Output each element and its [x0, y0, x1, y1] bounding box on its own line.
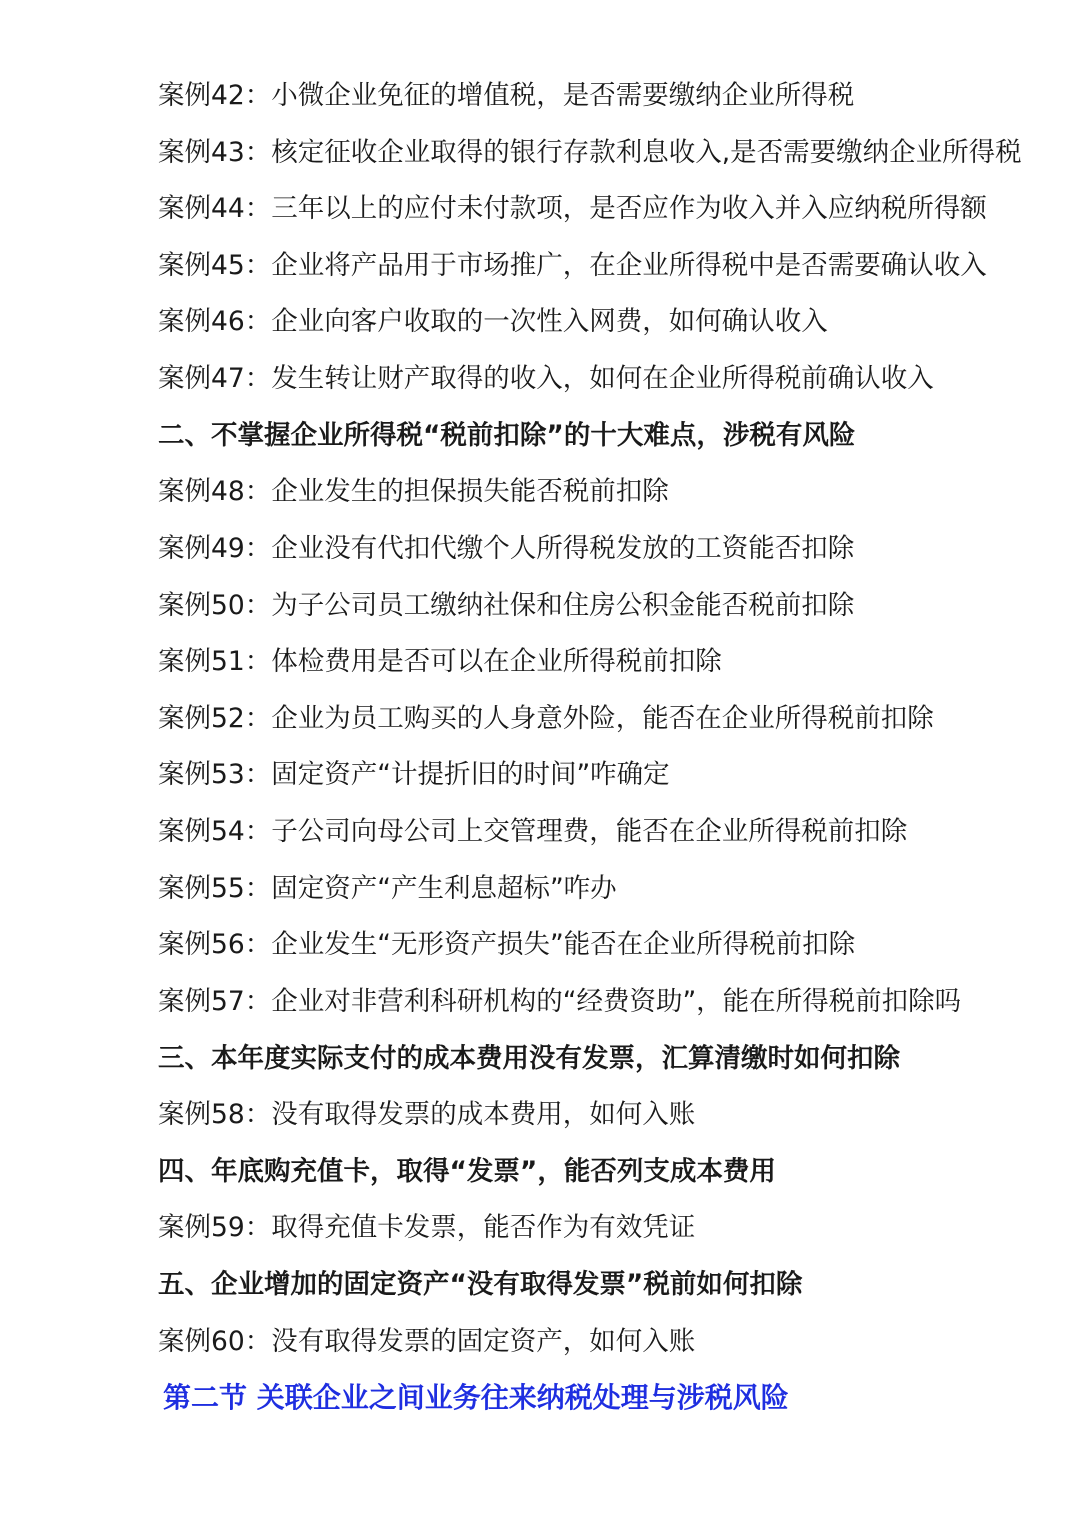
subsection-heading-2: 二、不掌握企业所得税“税前扣除”的十大难点，涉税有风险 [158, 420, 856, 451]
case-item-46: 案例46：企业向客户收取的一次性入网费，如何确认收入 [158, 306, 828, 337]
subsection-heading-3: 三、本年度实际支付的成本费用没有发票，汇算清缴时如何扣除 [158, 1043, 900, 1074]
case-item-43: 案例43：核定征收企业取得的银行存款利息收入,是否需要缴纳企业所得税 [158, 137, 1022, 168]
case-item-42: 案例42：小微企业免征的增值税，是否需要缴纳企业所得税 [158, 80, 855, 111]
case-item-49: 案例49：企业没有代扣代缴个人所得税发放的工资能否扣除 [158, 533, 855, 564]
case-item-44: 案例44：三年以上的应付未付款项，是否应作为收入并入应纳税所得额 [158, 193, 987, 224]
case-item-54: 案例54：子公司向母公司上交管理费，能否在企业所得税前扣除 [158, 816, 908, 847]
case-item-58: 案例58：没有取得发票的成本费用，如何入账 [158, 1099, 696, 1130]
case-item-51: 案例51：体检费用是否可以在企业所得税前扣除 [158, 646, 722, 677]
subsection-heading-5: 五、企业增加的固定资产“没有取得发票”税前如何扣除 [158, 1269, 803, 1300]
subsection-heading-4: 四、年底购充值卡，取得“发票”，能否列支成本费用 [158, 1156, 776, 1187]
case-item-52: 案例52：企业为员工购买的人身意外险，能否在企业所得税前扣除 [158, 703, 934, 734]
case-item-59: 案例59：取得充值卡发票，能否作为有效凭证 [158, 1212, 696, 1243]
case-item-45: 案例45：企业将产品用于市场推广，在企业所得税中是否需要确认收入 [158, 250, 987, 281]
section-title: 第二节 关联企业之间业务往来纳税处理与涉税风险 [163, 1381, 789, 1414]
case-item-60: 案例60：没有取得发票的固定资产，如何入账 [158, 1326, 696, 1357]
case-item-56: 案例56：企业发生“无形资产损失”能否在企业所得税前扣除 [158, 929, 856, 960]
case-item-55: 案例55：固定资产“产生利息超标”咋办 [158, 873, 617, 904]
case-item-48: 案例48：企业发生的担保损失能否税前扣除 [158, 476, 669, 507]
case-item-50: 案例50：为子公司员工缴纳社保和住房公积金能否税前扣除 [158, 590, 855, 621]
case-item-53: 案例53：固定资产“计提折旧的时间”咋确定 [158, 759, 670, 790]
case-item-47: 案例47：发生转让财产取得的收入，如何在企业所得税前确认收入 [158, 363, 934, 394]
case-item-57: 案例57：企业对非营利科研机构的“经费资助”，能在所得税前扣除吗 [158, 986, 962, 1017]
